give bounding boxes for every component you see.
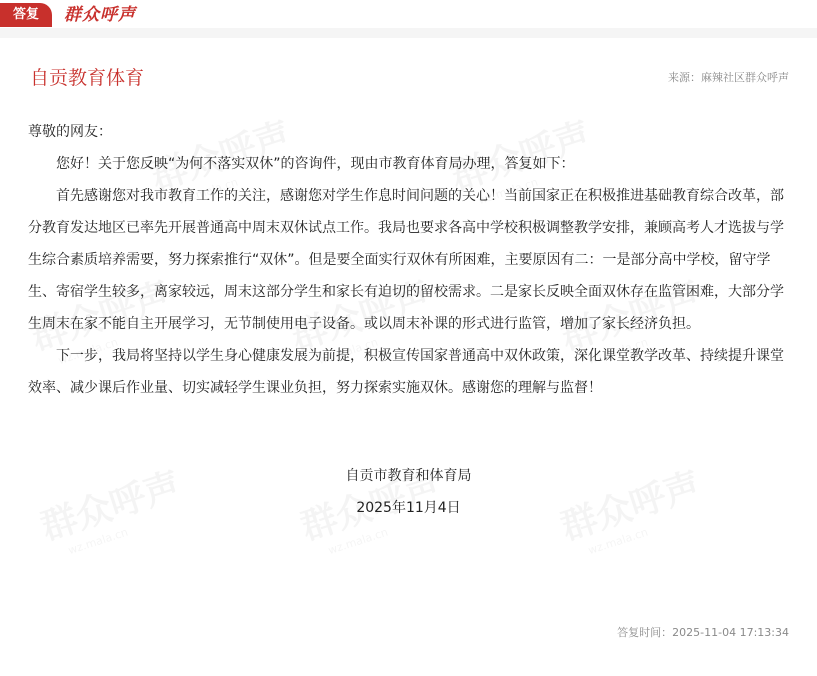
page-title: 自贡教育体育 bbox=[30, 67, 145, 89]
paragraph: 下一步，我局将坚持以学生身心健康发展为前提，积极宣传国家普通高中双休政策，深化课堂教学改革、持续提升课堂效率、减少课后作业量、切实减轻学生课业负担，努力探索实施双休。感谢您的理解与监督！ bbox=[28, 348, 784, 396]
top-bar bbox=[0, 0, 817, 28]
greeting: 尊敬的网友： bbox=[28, 124, 112, 140]
brand-logo-text[interactable]: 群众呼声 bbox=[64, 5, 136, 25]
reply-body bbox=[28, 116, 793, 404]
signature: 自贡市教育和体育局 bbox=[345, 468, 472, 484]
source-label: 来源：麻辣社区群众呼声 bbox=[668, 71, 789, 84]
paragraph: 您好！关于您反映“为何不落实双休”的咨询件，现由市教育体育局办理，答复如下： bbox=[56, 156, 575, 172]
reply-time: 答复时间：2025-11-04 17:13:34 bbox=[617, 626, 789, 639]
paragraph: 首先感谢您对我市教育工作的关注，感谢您对学生作息时间问题的关心！当前国家正在积极推进基础教育综合改革，部分教育发达地区已率先开展普通高中周末双休试点工作。我局也要求各高中学校积极调整教学安排，兼顾高考人才选拔与学生综合素质培养需要，努力探索推行“双休”。但是要全面实行双休有所困难，主要原因有二：一是部分高中学校，留守学生、寄宿学生较多，离家较远，周末这部分学生和家长有迫切的留校需求。二是家长反映全面双休存在监管困难，大部分学生周末在家不能自主开展学习，无节制使用电子设备。或以周末补课的形式进行监管，增加了家长经济负担。 bbox=[28, 188, 784, 332]
reply-badge: 答复 bbox=[0, 3, 52, 27]
reply-card bbox=[0, 38, 817, 676]
signature-date: 2025年11月4日 bbox=[356, 500, 461, 516]
